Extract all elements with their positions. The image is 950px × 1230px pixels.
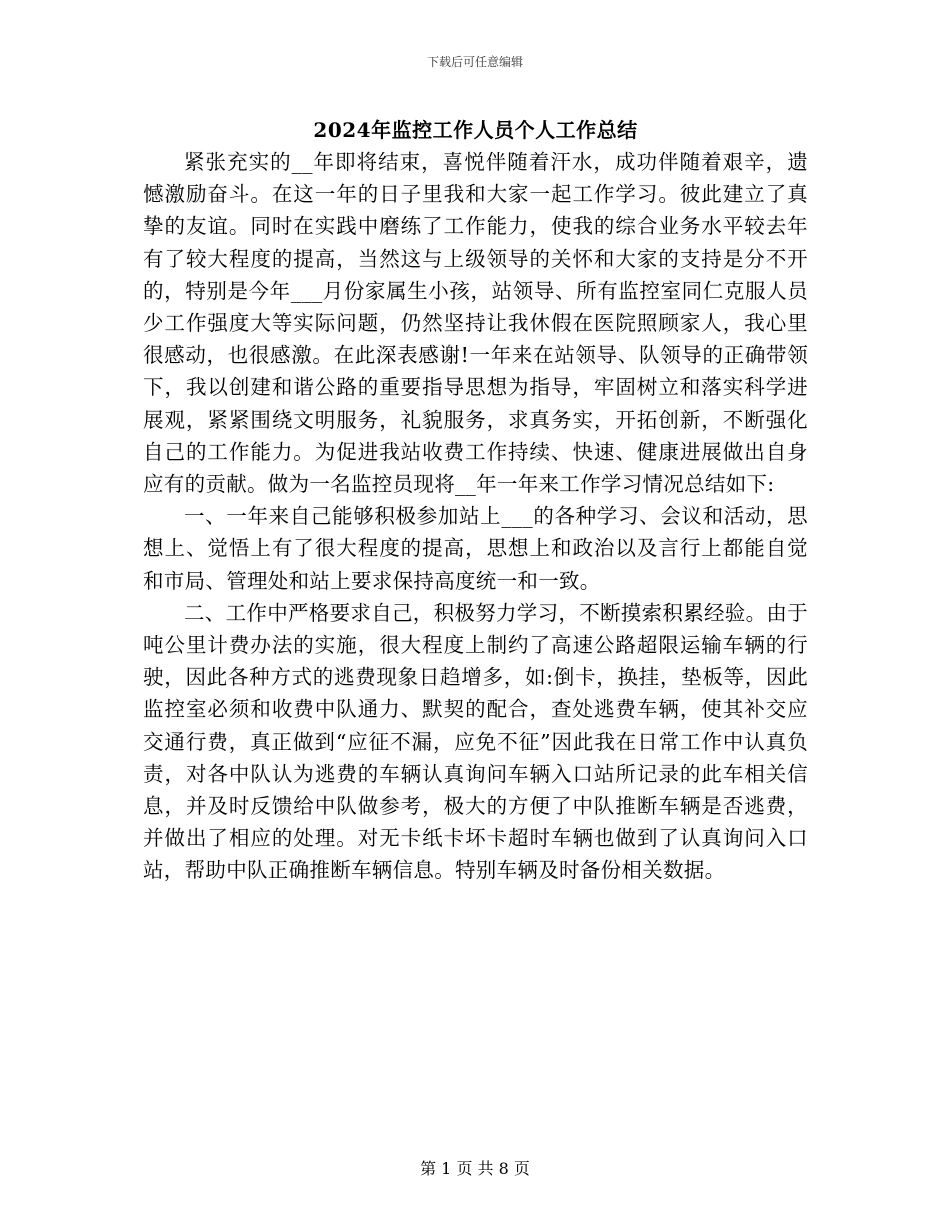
- document-body: [143, 146, 808, 887]
- page-number-footer: 第 1 页 共 8 页: [420, 1159, 530, 1178]
- paragraph-section-two: 二、工作中严格要求自己，积极努力学习，不断摸索积累经验。由于吨公里计费办法的实施，很大程度上制约了高速公路超限运输车辆的行驶，因此各种方式的逃费现象日趋增多，如:倒卡，换挂，垫板等，因此监控室必须和收费中队通力、默契的配合，查处逃费车辆，使其补交应交通行费，真正做到“应征不漏，应免不征”因此我在日常工作中认真负责，对各中队认为逃费的车辆认真询问车辆入口站所记录的此车相关信息，并及时反馈给中队做参考，极大的方便了中队推断车辆是否逃费，并做出了相应的处理。对无卡纸卡坏卡超时车辆也做到了认真询问入口站，帮助中队正确推断车辆信息。特别车辆及时备份相关数据。: [143, 600, 808, 883]
- paragraph-intro: 紧张充实的__年即将结束，喜悦伴随着汗水，成功伴随着艰辛，遗憾激励奋斗。在这一年的日子里我和大家一起工作学习。彼此建立了真挚的友谊。同时在实践中磨练了工作能力，使我的综合业务水平较去年有了较大程度的提高，当然这与上级领导的关怀和大家的支持是分不开的，特别是今年___月份家属生小孩，站领导、所有监控室同仁克服人员少工作强度大等实际问题，仍然坚持让我休假在医院照顾家人，我心里很感动，也很感激。在此深表感谢!一年来在站领导、队领导的正确带领下，我以创建和谐公路的重要指导思想为指导，牢固树立和落实科学进展观，紧紧围绕文明服务，礼貌服务，求真务实，开拓创新，不断强化自己的工作能力。为促进我站收费工作持续、快速、健康进展做出自身应有的贡献。做为一名监控员现将__年一年来工作学习情况总结如下:: [143, 150, 808, 497]
- document-title: 2024年监控工作人员个人工作总结: [313, 118, 638, 142]
- paragraph-section-one: 一、一年来自己能够积极参加站上___的各种学习、会议和活动，思想上、觉悟上有了很大程度的提高，思想上和政治以及言行上都能自觉和市局、管理处和站上要求保持高度统一和一致。: [143, 504, 808, 593]
- header-note: 下载后可任意编辑: [426, 55, 523, 69]
